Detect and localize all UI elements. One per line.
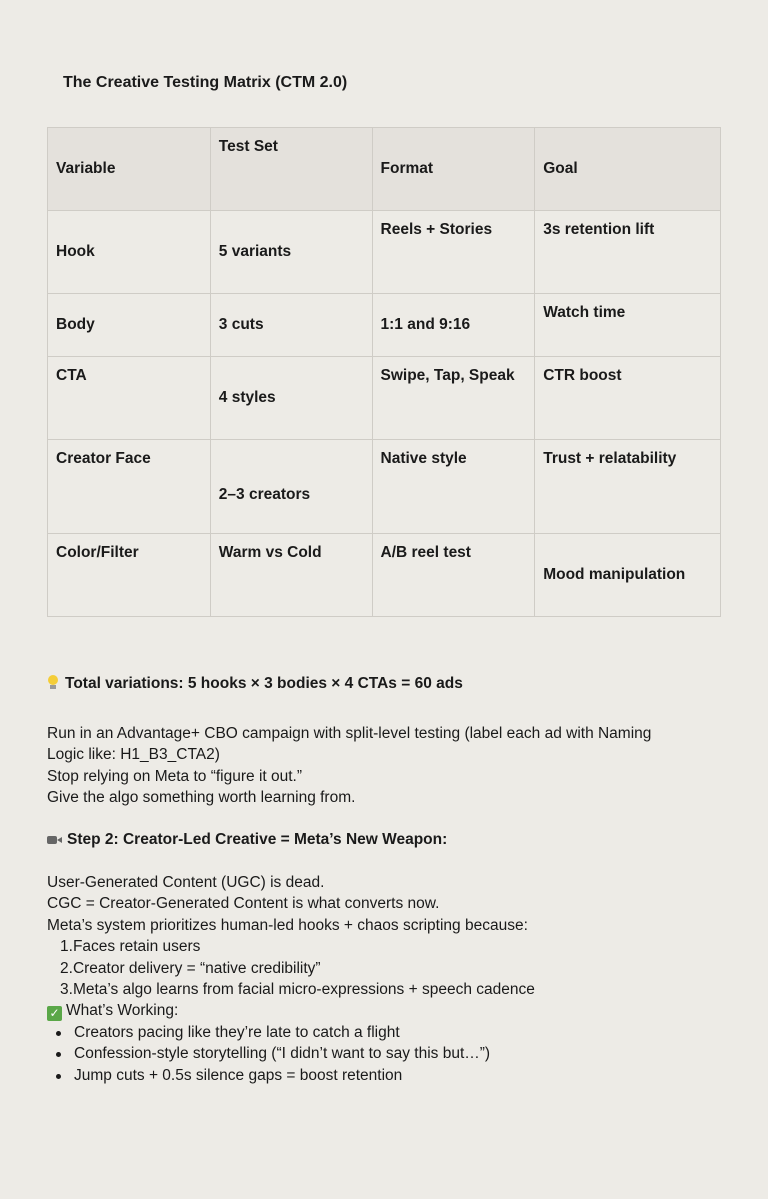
table-cell: Body	[48, 294, 211, 357]
creative-testing-matrix-table	[47, 127, 721, 617]
table-row	[48, 211, 721, 294]
table-cell: A/B reel test	[372, 534, 535, 617]
table-header-row	[48, 128, 721, 211]
total-variations-line: Total variations: 5 hooks × 3 bodies × 4 CTAs = 60 ads	[47, 673, 727, 694]
table-cell: CTA	[48, 357, 211, 440]
table-cell: Color/Filter	[48, 534, 211, 617]
table-cell: Warm vs Cold	[210, 534, 372, 617]
header-test-set: Test Set	[210, 128, 372, 211]
movie-camera-icon	[47, 833, 62, 845]
bullet-list-item: Jump cuts + 0.5s silence gaps = boost retention	[47, 1065, 727, 1086]
table-cell: Creator Face	[48, 440, 211, 534]
table-cell: 4 styles	[210, 357, 372, 440]
bullet-list-item: Creators pacing like they’re late to catch a flight	[47, 1022, 727, 1043]
numbered-list-item: 1.Faces retain users	[60, 938, 201, 956]
header-goal: Goal	[535, 128, 721, 211]
table-row	[48, 357, 721, 440]
table-cell: 3 cuts	[210, 294, 372, 357]
campaign-paragraph	[47, 723, 727, 809]
step2-heading: Step 2: Creator-Led Creative = Meta’s New Weapon:	[47, 829, 727, 850]
table-row	[48, 294, 721, 357]
whats-working-heading: ✓ What’s Working:	[47, 1000, 727, 1021]
paragraph-line: Stop relying on Meta to “figure it out.”	[47, 767, 303, 785]
check-mark-icon: ✓	[47, 1006, 62, 1021]
table-cell: 2–3 creators	[210, 440, 372, 534]
table-cell: 3s retention lift	[535, 211, 721, 294]
document-title: The Creative Testing Matrix (CTM 2.0)	[63, 74, 348, 91]
paragraph-line: User-Generated Content (UGC) is dead.	[47, 874, 325, 891]
numbered-list-item: 2.Creator delivery = “native credibility”	[60, 959, 321, 977]
lightbulb-icon	[47, 675, 59, 690]
numbered-list-item: 3.Meta’s algo learns from facial micro-expressions + speech cadence	[60, 981, 535, 999]
paragraph-line: Meta’s system prioritizes human-led hooks + chaos scripting because:	[47, 916, 528, 934]
table-cell: Watch time	[535, 294, 721, 357]
table-cell: Reels + Stories	[372, 211, 535, 294]
step2-content	[47, 872, 727, 1086]
paragraph-line: Run in an Advantage+ CBO campaign with split-level testing (label each ad with Naming	[47, 725, 652, 742]
table-cell: 1:1 and 9:16	[372, 294, 535, 357]
header-format: Format	[372, 128, 535, 211]
table-cell: Swipe, Tap, Speak	[372, 357, 535, 440]
table-cell: Native style	[372, 440, 535, 534]
paragraph-line: Give the algo something worth learning from.	[47, 789, 356, 807]
paragraph-line: Logic like: H1_B3_CTA2)	[47, 746, 220, 764]
paragraph-line: CGC = Creator-Generated Content is what converts now.	[47, 895, 440, 913]
table-row	[48, 534, 721, 617]
table-cell: Mood manipulation	[535, 534, 721, 617]
header-variable: Variable	[48, 128, 211, 211]
table-row	[48, 440, 721, 534]
table-cell: Hook	[48, 211, 211, 294]
table-cell: 5 variants	[210, 211, 372, 294]
table-cell: CTR boost	[535, 357, 721, 440]
bullet-list-item: Confession-style storytelling (“I didn’t want to say this but…”)	[47, 1043, 727, 1064]
table-cell: Trust + relatability	[535, 440, 721, 534]
